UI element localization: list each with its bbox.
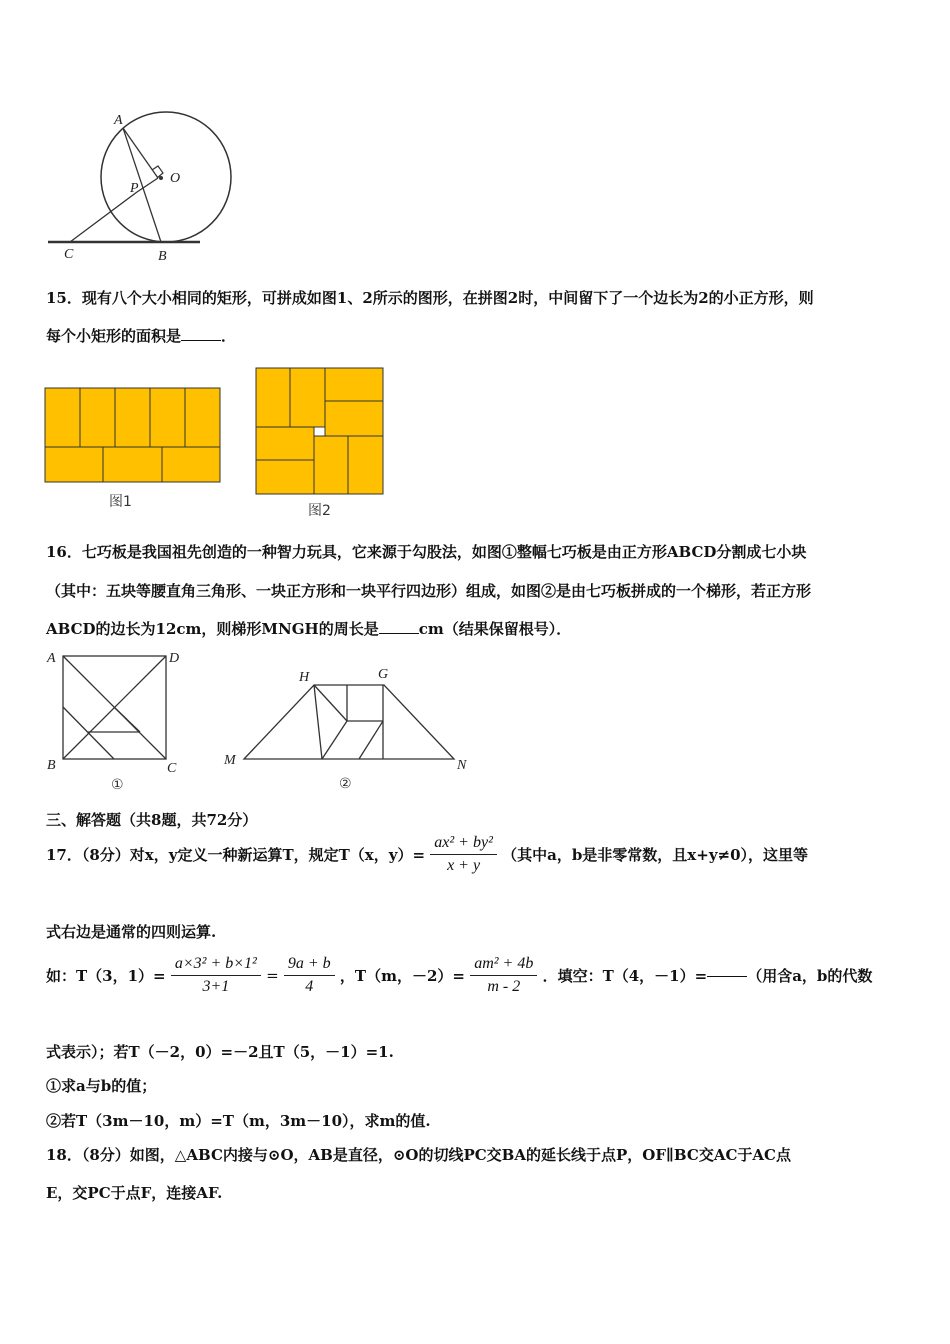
q17-prefix: 17．（8分）对x，y定义一种新运算T，规定T（x，y）= xyxy=(46,846,426,864)
fig1-label-d: D xyxy=(169,651,180,666)
q18-line1: 18．（8分）如图，△ABC内接与⊙O，AB是直径，⊙O的切线PC交BA的延长线于点P，OF∥BC交AC于AC点 xyxy=(46,1146,791,1164)
fig1-label-a: A xyxy=(47,651,56,666)
figure-2 xyxy=(256,368,383,494)
q15-line2 xyxy=(46,325,236,346)
fig1-label-b: B xyxy=(47,758,56,773)
center-dot xyxy=(159,176,163,180)
circle-tangent-figure xyxy=(44,108,244,268)
answer-blank xyxy=(181,339,221,341)
equals-sign: = xyxy=(266,966,279,985)
fraction-denominator: 3+1 xyxy=(202,978,230,995)
q17-line2: 式右边是通常的四则运算. xyxy=(46,923,217,941)
definition-fraction xyxy=(430,834,497,875)
label-b: B xyxy=(158,249,167,264)
q15-line2-end: ． xyxy=(221,327,237,345)
q18-line2: E，交PC于点F，连接AF. xyxy=(46,1184,223,1202)
label-a: A xyxy=(114,113,123,128)
q17-ex-suffix: ．填空：T（4，－1）= xyxy=(542,967,708,985)
q16-line1: 16．七巧板是我国祖先创造的一种智力玩具，它来源于勾股法，如图①整幅七巧板是由正方形ABCD分割成七小块 xyxy=(46,543,807,561)
label-o: O xyxy=(170,171,181,186)
fraction-numerator: am² + 4b xyxy=(470,955,537,976)
q17-suffix: （其中a，b是非零常数，且x+y≠0），这里等 xyxy=(502,846,809,864)
fraction-denominator: x + y xyxy=(447,857,481,874)
tangram-figures xyxy=(44,648,484,796)
fig2-label-g: G xyxy=(378,667,389,682)
fraction-numerator: a×3² + b×1² xyxy=(171,955,261,976)
q17-ex-prefix: 如：T（3，1）= xyxy=(46,967,166,985)
fig2-label-h: H xyxy=(299,670,310,685)
q17-line1 xyxy=(46,834,808,875)
tangram-trapezoid xyxy=(244,685,454,759)
fig2-caption: 图2 xyxy=(308,503,331,519)
rectangle-figures xyxy=(44,366,389,524)
answer-blank xyxy=(707,975,747,977)
circle-o xyxy=(101,112,231,242)
example-fraction-1 xyxy=(171,955,261,996)
fraction-numerator: ax² + by² xyxy=(430,834,497,855)
fig2-label-n: N xyxy=(457,758,467,773)
fig2-caption: ② xyxy=(339,776,352,792)
fraction-numerator: 9a + b xyxy=(284,955,335,976)
q15-line2-text: 每个小矩形的面积是 xyxy=(46,327,182,345)
q17-sub1: ①求a与b的值； xyxy=(46,1077,157,1095)
example-fraction-3 xyxy=(470,955,537,996)
q16-line3-text: ABCD的边长为12cm，则梯形MNGH的周长是 xyxy=(46,620,379,638)
fig1-caption: ① xyxy=(111,777,124,793)
segment-cp xyxy=(70,192,137,242)
answer-blank xyxy=(379,632,419,634)
fig2-label-m: M xyxy=(224,753,236,768)
fig1-label-c: C xyxy=(167,761,177,776)
q16-line2: （其中：五块等腰直角三角形、一块正方形和一块平行四边形）组成，如图②是由七巧板拼成的一个梯形，若正方形 xyxy=(46,582,812,600)
label-c: C xyxy=(64,247,74,262)
q17-line4: 式表示）；若T（－2，0）=－2且T（5，－1）=1. xyxy=(46,1043,394,1061)
q15-line1: 15．现有八个大小相同的矩形，可拼成如图1、2所示的图形，在拼图2时，中间留下了一个边长为2的小正方形，则 xyxy=(46,289,814,307)
q17-ex-suffix-end: （用含a，b的代数 xyxy=(747,967,873,985)
q17-example-line xyxy=(46,955,872,996)
q17-sub2: ②若T（3m－10，m）=T（m，3m－10），求m的值. xyxy=(46,1112,431,1130)
fraction-denominator: 4 xyxy=(305,978,314,995)
tangram-square xyxy=(63,656,166,759)
section-title: 三、解答题（共8题，共72分） xyxy=(46,811,258,829)
fig1-caption: 图1 xyxy=(109,494,132,510)
segment-ao xyxy=(123,128,158,178)
q16-line3-end: cm（结果保留根号）． xyxy=(418,620,572,638)
segment-ab xyxy=(123,128,161,242)
label-p: P xyxy=(130,181,139,196)
q17-ex-mid: ，T（m，－2）= xyxy=(339,967,465,985)
q16-line3 xyxy=(46,618,571,639)
fraction-denominator: m - 2 xyxy=(487,978,521,995)
figure-1 xyxy=(45,388,220,482)
example-fraction-2 xyxy=(284,955,335,996)
